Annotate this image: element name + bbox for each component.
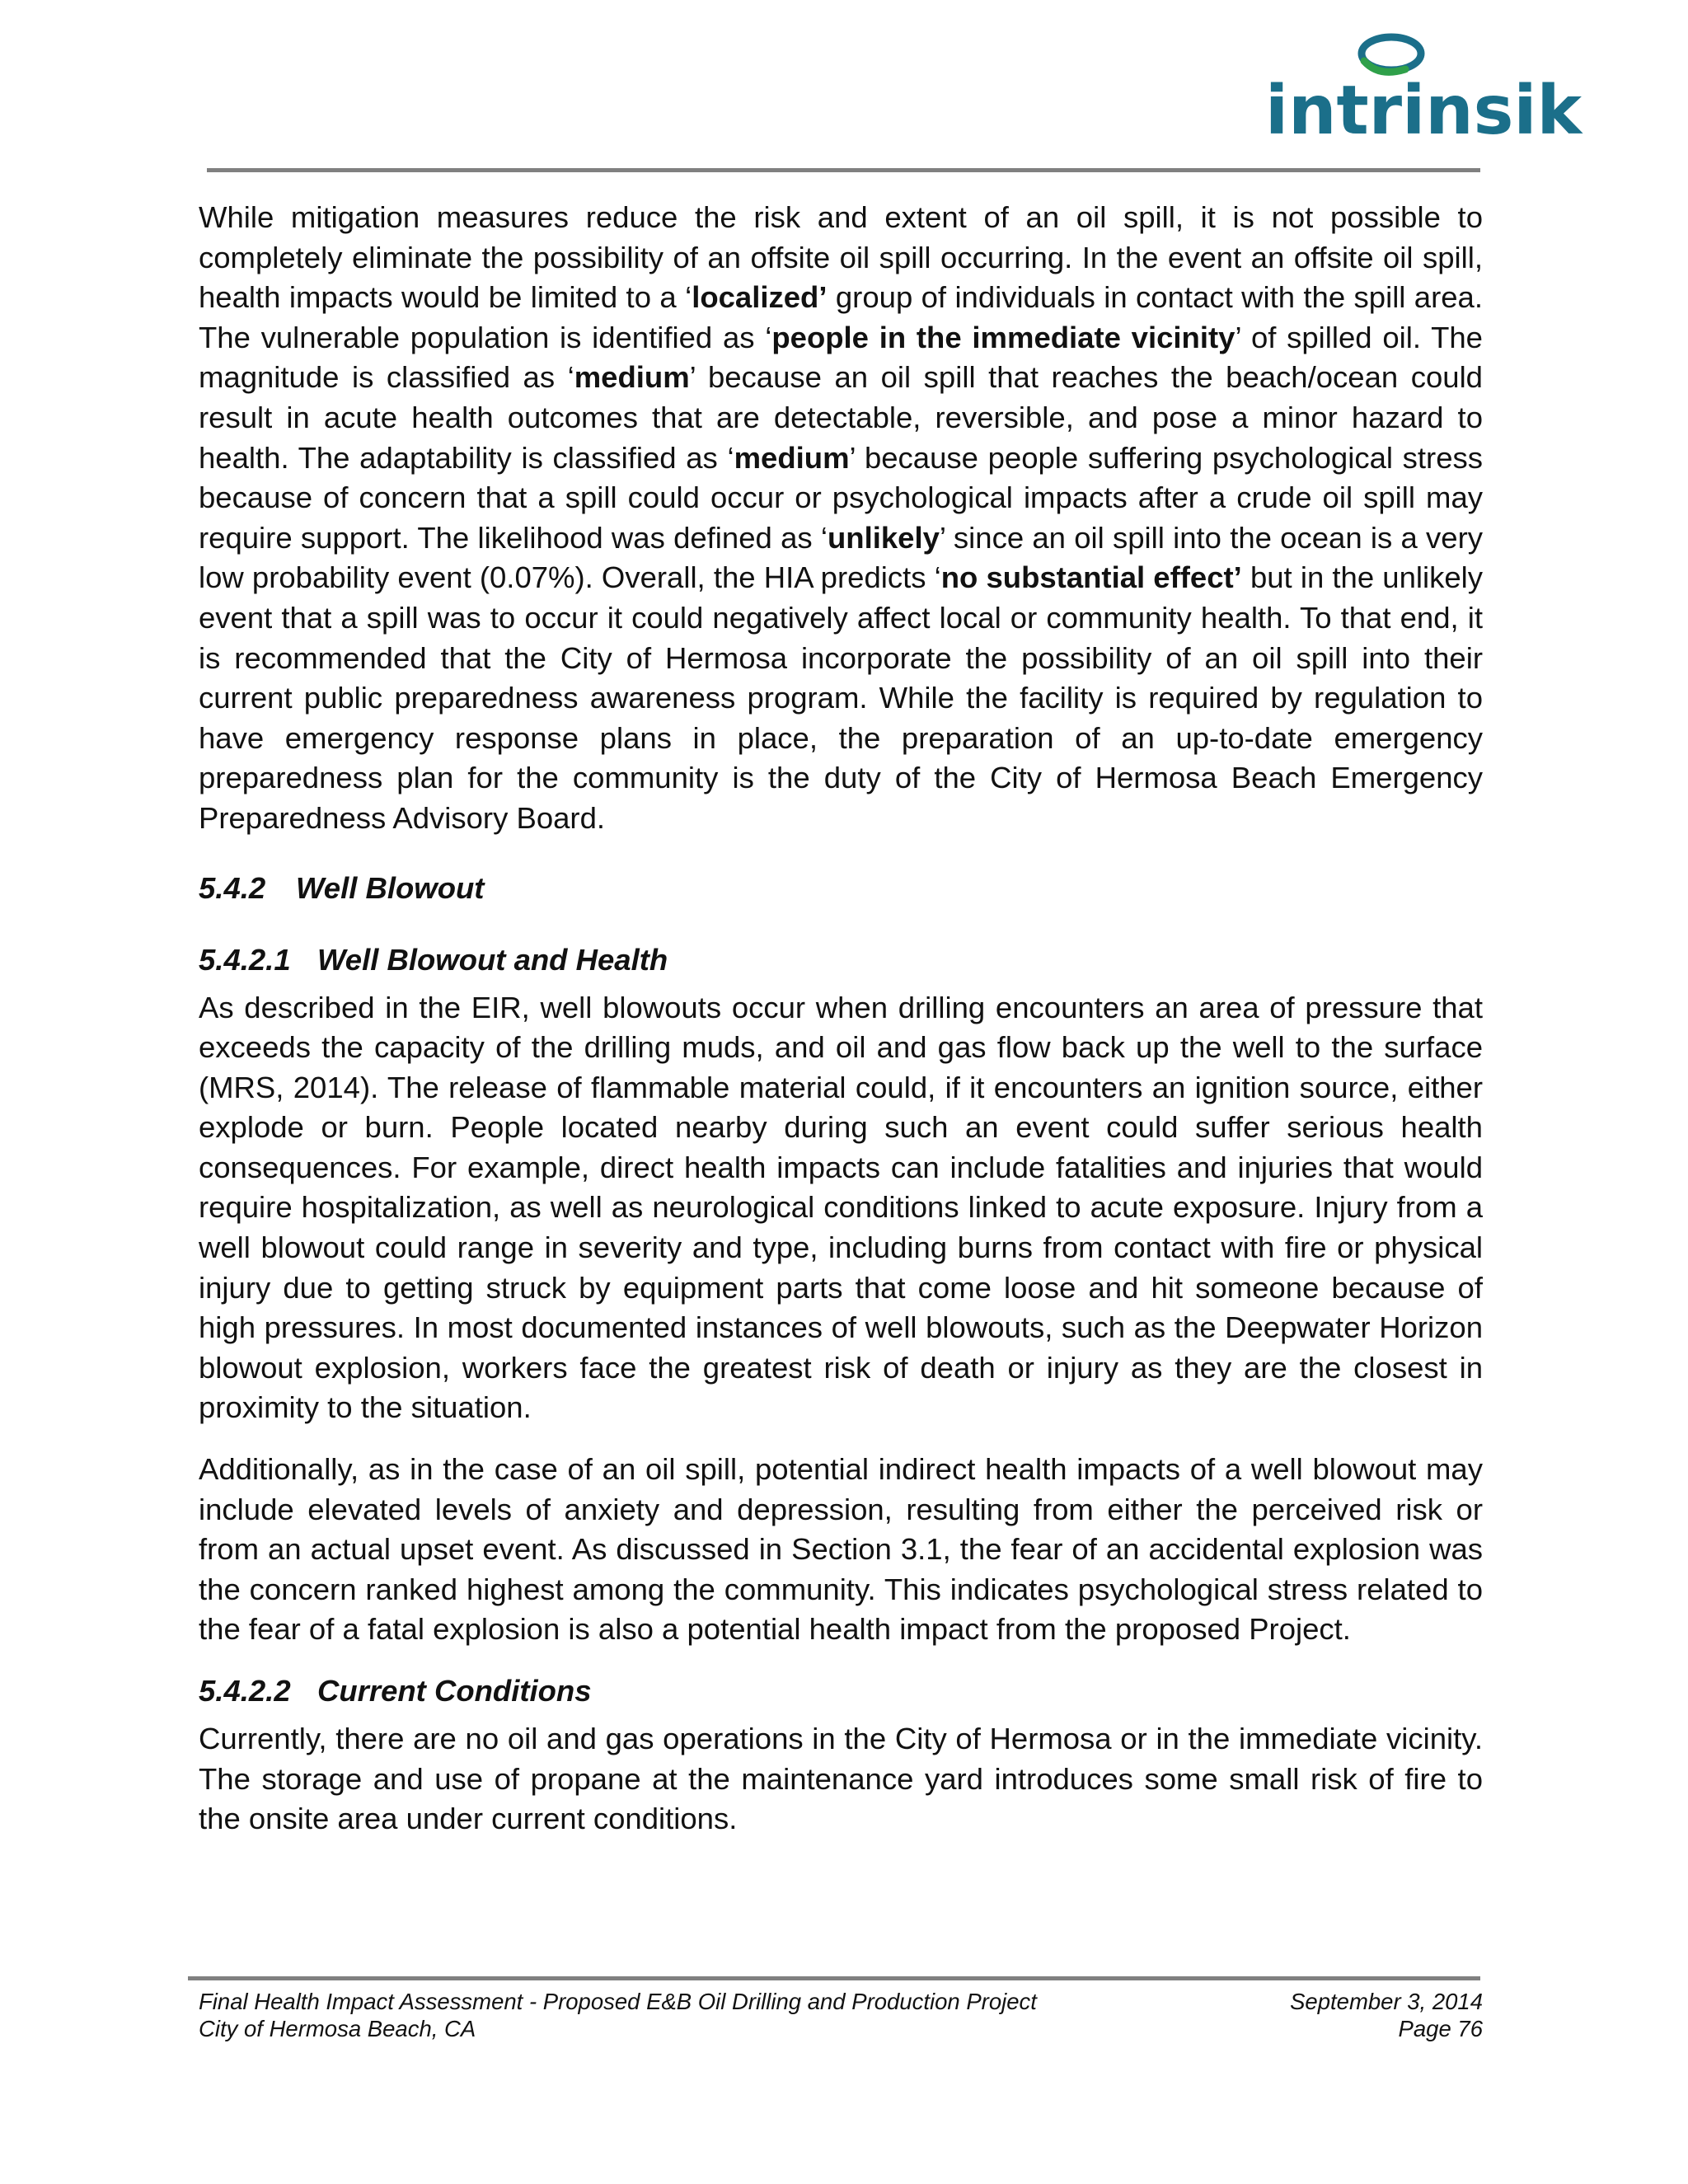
page-footer — [199, 1988, 1483, 2042]
footer-client: City of Hermosa Beach, CA — [199, 2016, 476, 2041]
footer-divider — [188, 1976, 1480, 1980]
section-heading-5-4-2-1: 5.4.2.1 Well Blowout and Health — [199, 942, 668, 977]
header-divider — [207, 168, 1480, 172]
logo-ring-icon — [1354, 31, 1428, 76]
section-heading-5-4-2-2: 5.4.2.2 Current Conditions — [199, 1674, 592, 1708]
footer-page-number: Page 76 — [1398, 2016, 1483, 2041]
footer-date: September 3, 2014 — [1290, 1989, 1483, 2014]
paragraph-blowout-health: As described in the EIR, well blowouts occur when drilling encounters an area of pressure that exceeds the capacity of the drilling muds, and oil and gas flow back up the well to the surface (MRS, 2014). The release of flammable material could, if it encounters an ignition source, either explode or burn. People located nearby during such an event could suffer serious health consequences. For example, direct health impacts can include fatalities and injuries that would require hospitalization, as well as neurological conditions linked to acute exposure. Injury from a well blowout could range in severity and type, including burns from contact with fire or physical injury due to getting struck by equipment parts that come loose and hit someone because of high pressures. In most documented instances of well blowouts, such as the Deepwater Horizon blowout explosion, workers face the greatest risk of death or injury as they are the closest in proximity to the situation. — [199, 990, 1483, 1425]
logo-wordmark: intrinsik — [1265, 72, 1582, 150]
section-heading-5-4-2: 5.4.2 Well Blowout — [199, 870, 485, 905]
paragraph-oil-spill-summary: While mitigation measures reduce the risk and extent of an oil spill, it is not possible to completely eliminate the possibility of an offsite oil spill occurring. In the event an offsite oil spill, health impacts would be limited to a ‘localized’ group of individuals in contact with the spill area. The vulnerable population is identified as ‘people in the immediate vicinity’ of spilled oil. The magnitude is classified as ‘medium’ because an oil spill that reaches the beach/ocean could result in acute health outcomes that are detectable, reversible, and pose a minor hazard to health. The adaptability is classified as ‘medium’ because people suffering psychological stress because of concern that a spill could occur or psychological impacts after a crude oil spill may require support. The likelihood was defined as ‘unlikely’ since an oil spill into the ocean is a very low probability event (0.07%). Overall, the HIA predicts ‘no substantial effect’ but in the unlikely event that a spill was to occur it could negatively affect local or community health. To that end, it is recommended that the City of Hermosa incorporate the possibility of an oil spill into their current public preparedness awareness program. While the facility is required by regulation to have emergency response plans in place, the preparation of an up-to-date emergency preparedness plan for the community is the duty of the City of Hermosa Beach Emergency Preparedness Advisory Board. — [199, 200, 1483, 835]
paragraph-current-conditions: Currently, there are no oil and gas operations in the City of Hermosa or in the immediate vicinity. The storage and use of propane at the maintenance yard introduces some small risk of fire to the onsite area under current conditions. — [199, 1722, 1483, 1836]
intrinsik-logo — [1265, 31, 1582, 155]
paragraph-indirect-impacts: Additionally, as in the case of an oil spill, potential indirect health impacts of a well blowout may include elevated levels of anxiety and depression, resulting from either the perceived risk or from an actual upset event. As discussed in Section 3.1, the fear of an accidental explosion was the concern ranked highest among the community. This indicates psychological stress related to the fear of a fatal explosion is also a potential health impact from the proposed Project. — [199, 1452, 1483, 1647]
footer-document-title: Final Health Impact Assessment - Proposed E&B Oil Drilling and Production Project — [199, 1989, 1037, 2014]
page-body — [199, 198, 1483, 1840]
